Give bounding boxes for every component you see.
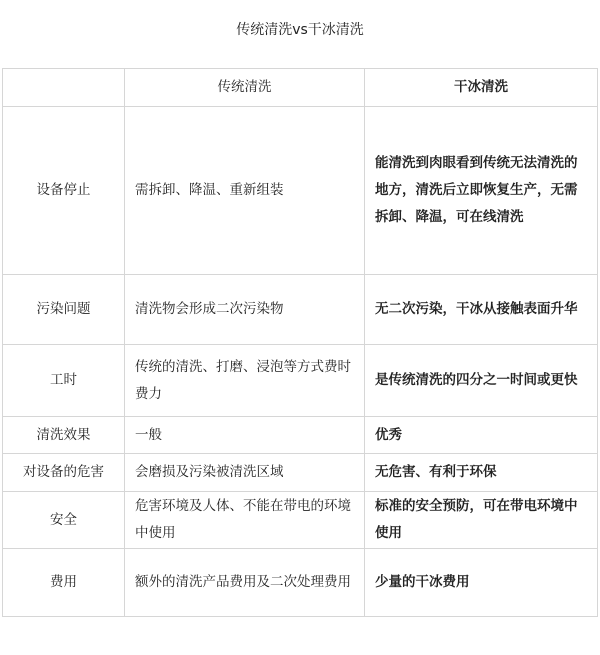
dry-ice-cell: 优秀	[365, 417, 598, 454]
row-label: 对设备的危害	[3, 454, 125, 492]
dry-ice-cell: 无危害、有利于环保	[365, 454, 598, 492]
traditional-cell: 额外的清洗产品费用及二次处理费用	[125, 549, 365, 617]
dry-ice-cell: 无二次污染，干冰从接触表面升华	[365, 275, 598, 345]
row-label: 费用	[3, 549, 125, 617]
page-title: 传统清洗vs干冰清洗	[236, 22, 364, 38]
table-row	[3, 275, 598, 345]
table-row	[3, 549, 598, 617]
table-row	[3, 417, 598, 454]
traditional-cell: 需拆卸、降温、重新组装	[125, 107, 365, 275]
row-label: 设备停止	[3, 107, 125, 275]
table-row	[3, 107, 598, 275]
dry-ice-cell: 是传统清洗的四分之一时间或更快	[365, 345, 598, 417]
dry-ice-cell: 能清洗到肉眼看到传统无法清洗的地方，清洗后立即恢复生产，无需拆卸、降温，可在线清洗	[365, 107, 598, 275]
row-label: 工时	[3, 345, 125, 417]
traditional-cell: 传统的清洗、打磨、浸泡等方式费时费力	[125, 345, 365, 417]
traditional-cell: 会磨损及污染被清洗区域	[125, 454, 365, 492]
table-row	[3, 492, 598, 549]
dry-ice-cell: 标准的安全预防，可在带电环境中使用	[365, 492, 598, 549]
table-header-row	[3, 69, 598, 107]
dry-ice-cell: 少量的干冰费用	[365, 549, 598, 617]
traditional-cell: 一般	[125, 417, 365, 454]
header-traditional-cleaning: 传统清洗	[125, 69, 365, 107]
comparison-table	[2, 68, 598, 617]
traditional-cell: 清洗物会形成二次污染物	[125, 275, 365, 345]
traditional-cell: 危害环境及人体、不能在带电的环境中使用	[125, 492, 365, 549]
header-dry-ice-cleaning: 干冰清洗	[365, 69, 598, 107]
row-label: 污染问题	[3, 275, 125, 345]
table-row	[3, 345, 598, 417]
row-label: 安全	[3, 492, 125, 549]
header-corner-cell	[3, 69, 125, 107]
row-label: 清洗效果	[3, 417, 125, 454]
table-row	[3, 454, 598, 492]
